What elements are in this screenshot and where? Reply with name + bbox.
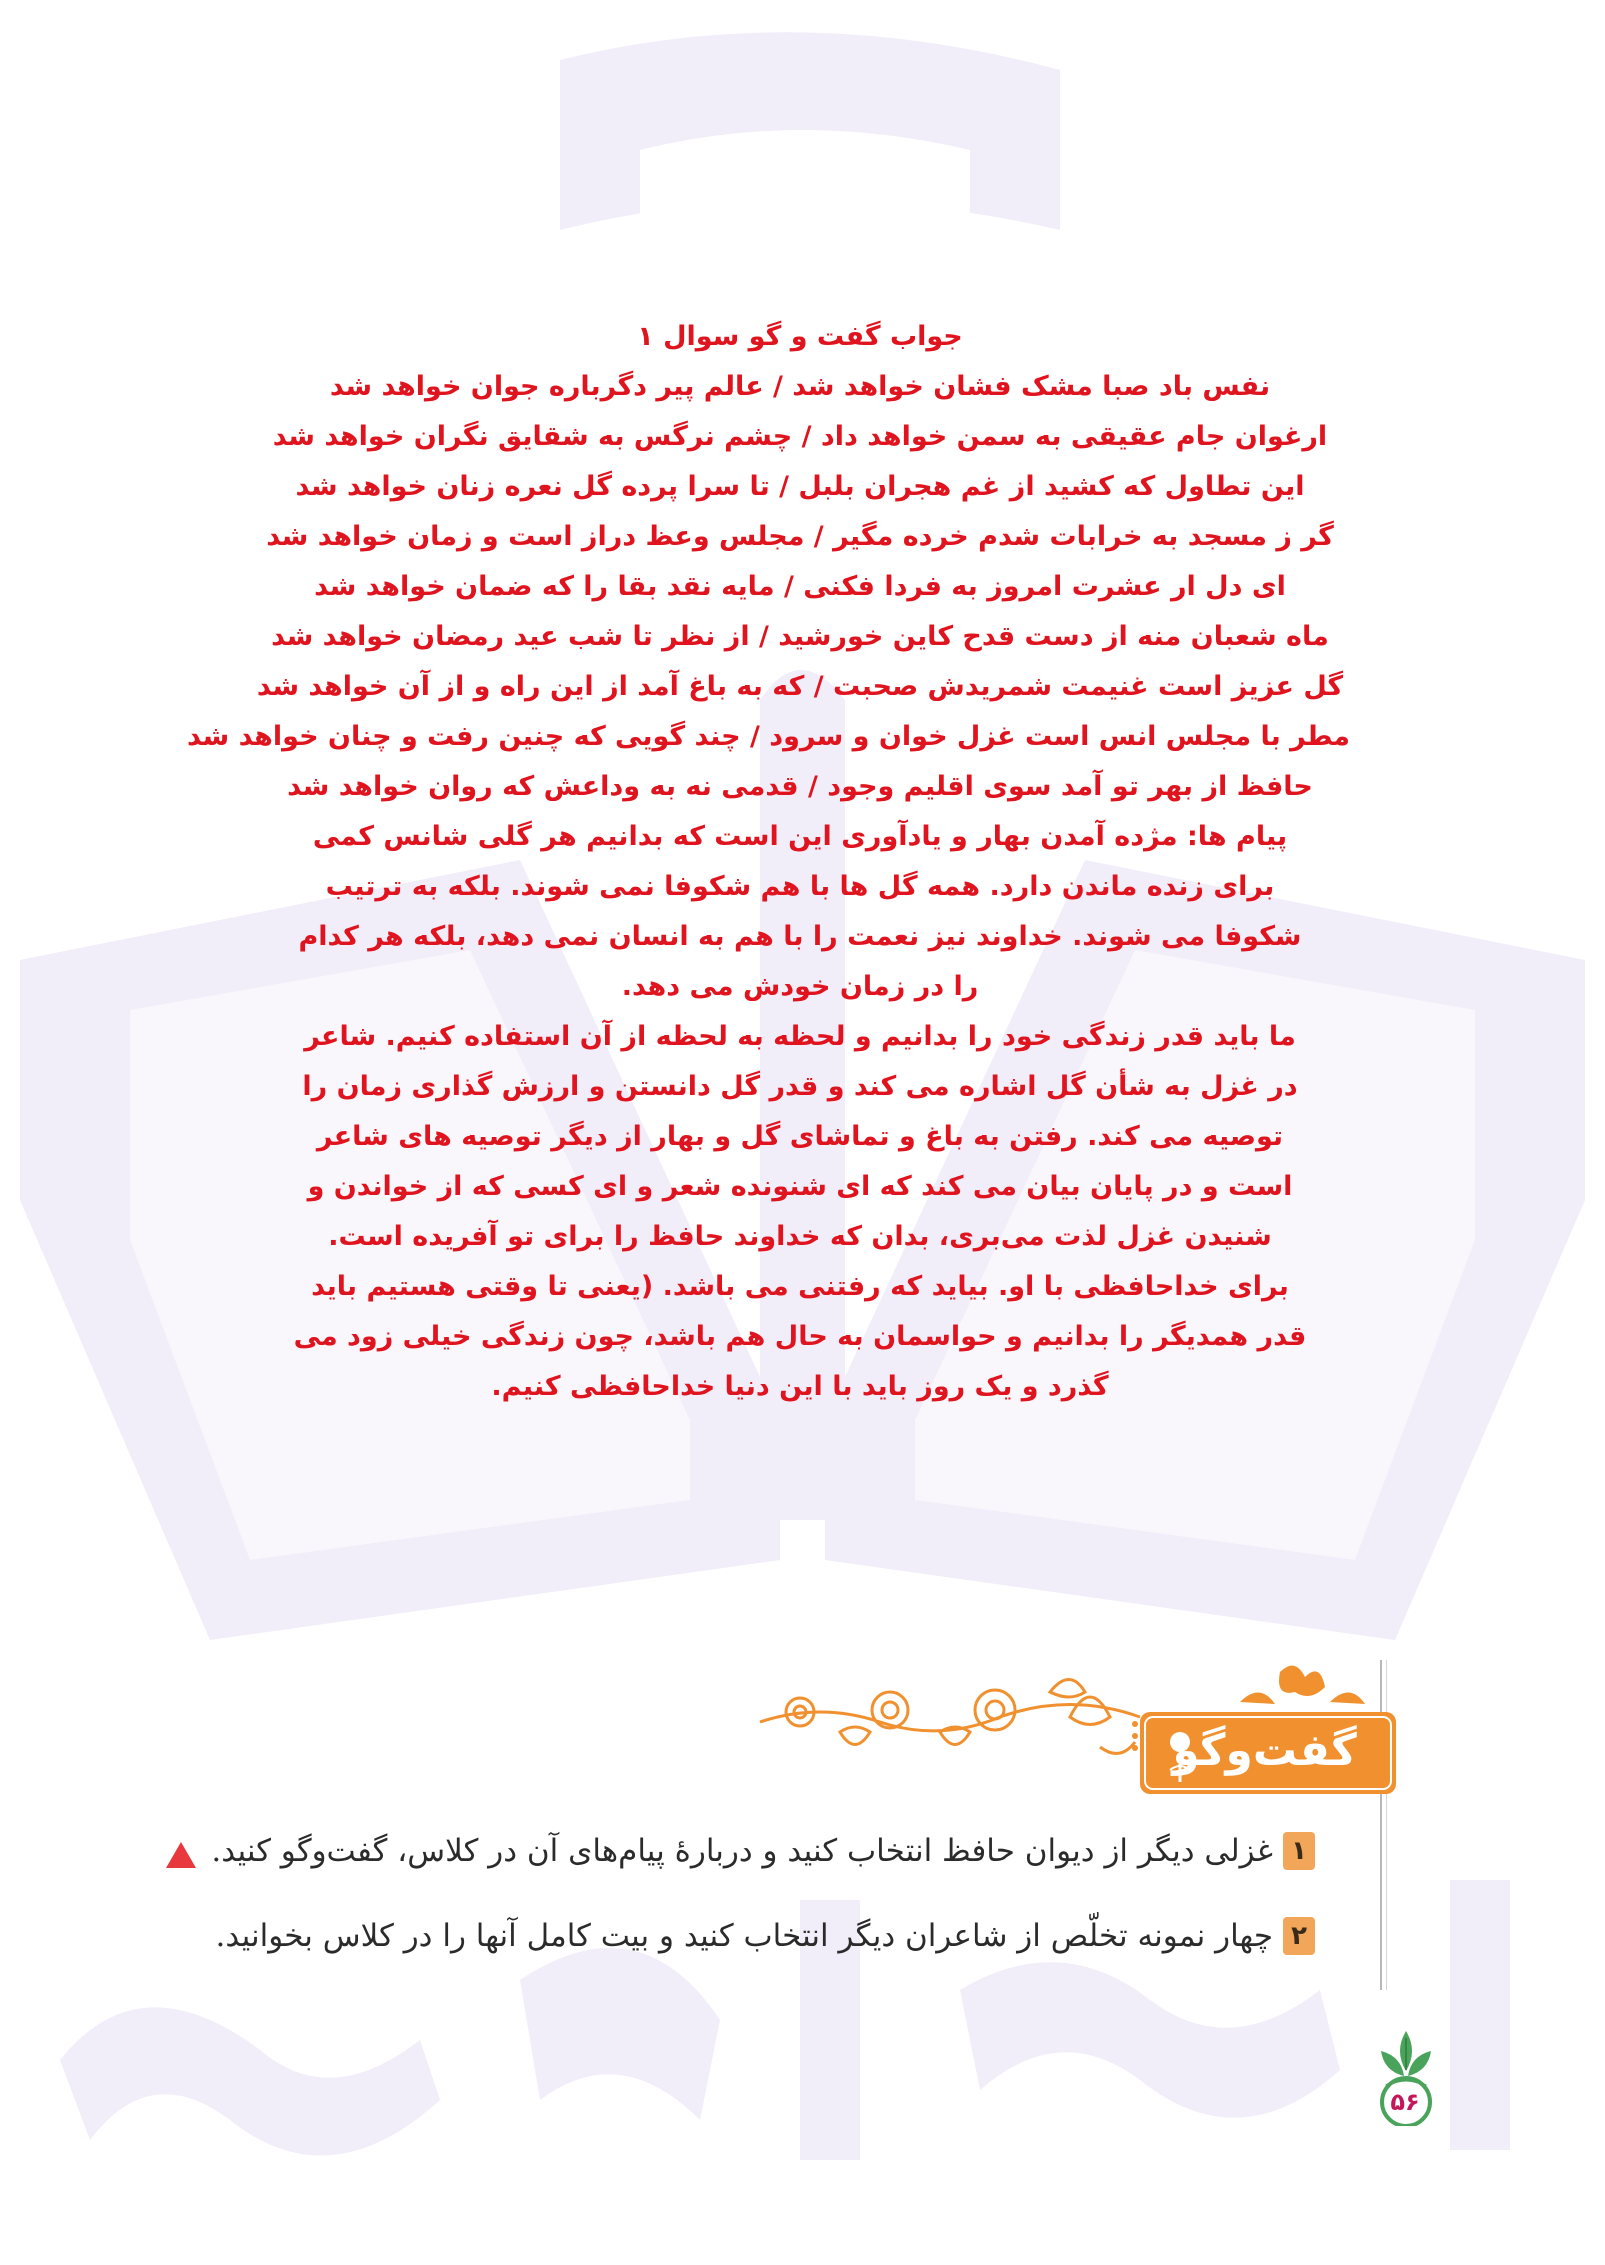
watermark-lettering-4 [960, 1962, 1340, 2117]
answer-paragraph: برای خداحافظی با او. بیاید که رفتنی می باشد. (یعنی تا وقتی هستیم باید قدر همدیگر را بدانیم و حواسمان به حال هم باشد، چون زندگی خیلی زود می گذرد و یک روز باید با این دنیا خداحافظی کنیم. [293, 1271, 1307, 1402]
flower-icon [1279, 1666, 1325, 1696]
leaf-icon [1050, 1680, 1085, 1698]
flower-icon [986, 1701, 1004, 1719]
discussion-title: گفت‌وگو [1172, 1725, 1357, 1776]
poem-line: گل عزیز است غنیمت شمریدش صحبت / که به باغ آمد از این راه و از آن خواهد شد [256, 671, 1344, 702]
poem-line: گر ز مسجد به خرابات شدم خرده مگیر / مجلس وعظ دراز است و زمان خواهد شد [266, 521, 1334, 552]
page-number: ۵۶ [1390, 2088, 1420, 2116]
question-text: چهار نمونه تخلّص از شاعران دیگر انتخاب کنید و بیت کامل آنها را در کلاس بخوانید. [215, 1918, 1273, 1954]
watermark-arch-inner [640, 130, 970, 260]
flower-icon [882, 1702, 898, 1718]
red-triangle-icon [166, 1842, 196, 1868]
discussion-question [211, 1832, 1315, 1870]
flower-icon [975, 1690, 1015, 1730]
poem-line: مطر با مجلس انس است غزل خوان و سرود / چند گویی که چنین رفت و چنان خواهد شد [187, 721, 1350, 752]
flower-icon [872, 1692, 908, 1728]
answer-title: جواب گفت و گو سوال ۱ [637, 321, 963, 352]
poem-line: حافظ از بهر تو آمد سوی اقلیم وجود / قدمی نه به وداعش که روان خواهد شد [287, 771, 1313, 802]
watermark-lettering [60, 2007, 440, 2155]
poem-line: ماه شعبان منه از دست قدح کاین خورشید / از نظر تا شب عید رمضان خواهد شد [271, 621, 1329, 652]
question-number: ۲ [1283, 1917, 1315, 1955]
leaf-icon [1240, 1692, 1275, 1704]
poem-line: ای دل ار عشرت امروز به فردا فکنی / مایه نقد بقا را که ضمان خواهد شد [314, 571, 1286, 602]
leaf-icon [1330, 1692, 1365, 1704]
poem-line: نفس باد صبا مشک فشان خواهد شد / عالم پیر دگرباره جوان خواهد شد [329, 371, 1271, 402]
watermark-lettering-2 [520, 1948, 720, 2120]
answer-paragraph: پیام ها: مژده آمدن بهار و یادآوری این است که بدانیم هر گلی شانس کمی برای زنده ماندن دارد. همه گل ها با هم شکوفا نمی شوند. بلکه به ترتیب شکوفا می شوند. خداوند نیز نعمت را با هم به انسان نمی دهد، بلکه هر کدام را در زمان خودش می دهد. [298, 821, 1302, 1002]
question-number: ۱ [1283, 1832, 1315, 1870]
flower-icon [1070, 1697, 1110, 1725]
leaf-icon [840, 1727, 870, 1745]
watermark-lettering-5 [1450, 1880, 1510, 2150]
answer-paragraph: ما باید قدر زندگی خود را بدانیم و لحظه به لحظه از آن استفاده کنیم. شاعر در غزل به شأن گل اشاره می کند و قدر گل دانستن و ارزش گذاری زمان را توصیه می کند. رفتن به باغ و تماشای گل و بهار از دیگر توصیه های شاعر است و در پایان بیان می کند که ای شنونده شعر و ای کسی که از خواندن و شنیدن غزل لذت می‌بری، بدان که خداوند حافظ را برای تو آفریده است. [302, 1021, 1298, 1252]
discussion-question [216, 1917, 1315, 1955]
answer-block [187, 312, 1350, 1412]
poem-line: ارغوان جام عقیقی به سمن خواهد داد / چشم نرگس به شقایق نگران خواهد شد [272, 421, 1328, 452]
question-text: غزلی دیگر از دیوان حافظ انتخاب کنید و دربارهٔ پیام‌های آن در کلاس، گفت‌وگو کنید. [211, 1833, 1273, 1869]
poem-line: این تطاول که کشید از غم هجران بلبل / تا سرا پرده گل نعره زنان خواهد شد [295, 471, 1305, 502]
leaf-icon [1100, 1742, 1135, 1753]
